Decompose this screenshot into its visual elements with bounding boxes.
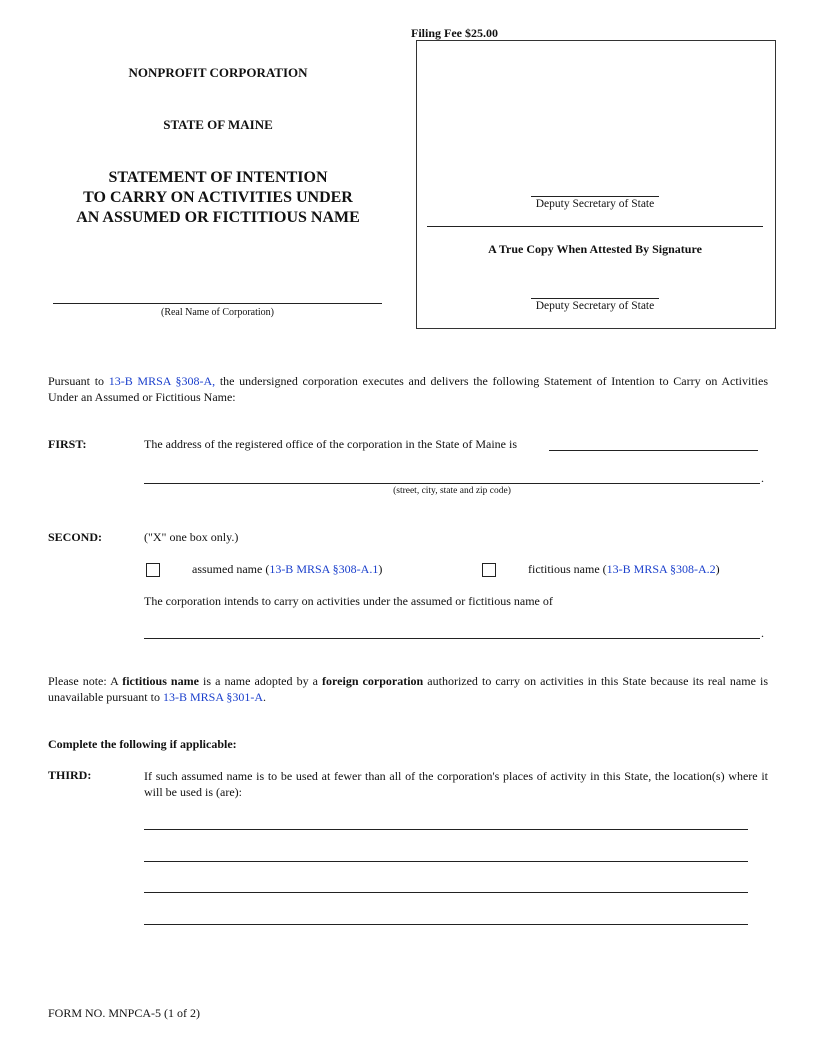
first-period: . xyxy=(761,471,764,485)
fictitious-name-checkbox[interactable] xyxy=(482,563,496,577)
complete-heading: Complete the following if applicable: xyxy=(48,737,237,751)
fictitious-name-option xyxy=(528,562,720,577)
assumed-name-checkbox[interactable] xyxy=(146,563,160,577)
intends-text: The corporation intends to carry on activities under the assumed or fictitious name of xyxy=(144,594,553,608)
assumed-name-statute-link[interactable]: 13-B MRSA §308-A.1 xyxy=(269,562,379,576)
note-text-1: Please note: A xyxy=(48,674,123,688)
third-label: THIRD: xyxy=(48,768,92,782)
deputy-label-1: Deputy Secretary of State xyxy=(535,198,655,210)
second-instruction: ("X" one box only.) xyxy=(144,530,239,544)
registered-office-field-line-2[interactable] xyxy=(144,483,760,484)
note-text-4: . xyxy=(262,690,266,704)
location-field-2[interactable] xyxy=(144,861,748,862)
note-foreign-corporation: foreign corporation xyxy=(322,674,424,688)
assumed-name-option xyxy=(192,562,382,577)
third-text: If such assumed name is to be used at fewer than all of the corporation's places of activity in this State, the location(s) where it will be used is (are): xyxy=(144,769,768,799)
filing-fee: Filing Fee $25.00 xyxy=(411,26,498,40)
state-heading: STATE OF MAINE xyxy=(163,117,273,132)
title-line-2: TO CARRY ON ACTIVITIES UNDER xyxy=(83,189,353,206)
fictitious-name-label: fictitious name ( xyxy=(528,562,607,576)
note-fictitious-name: fictitious name xyxy=(122,674,199,688)
assumed-name-label: assumed name ( xyxy=(192,562,270,576)
please-note-paragraph xyxy=(48,673,768,705)
location-field-3[interactable] xyxy=(144,892,748,893)
official-divider xyxy=(427,226,763,227)
first-text: The address of the registered office of the corporation in the State of Maine is xyxy=(144,437,517,451)
intro-pre: Pursuant to xyxy=(48,374,109,388)
title-line-3: AN ASSUMED OR FICTITIOUS NAME xyxy=(76,209,360,226)
org-type-heading: NONPROFIT CORPORATION xyxy=(128,65,308,80)
form-number: FORM NO. MNPCA-5 (1 of 2) xyxy=(48,1006,201,1020)
address-caption: (street, city, state and zip code) xyxy=(393,486,511,496)
fictitious-name-statute-link[interactable]: 13-B MRSA §308-A.2 xyxy=(606,562,716,576)
official-use-box xyxy=(416,40,776,329)
second-label: SECOND: xyxy=(48,530,103,544)
fictitious-name-close: ) xyxy=(715,562,720,576)
first-label: FIRST: xyxy=(48,437,87,451)
real-name-caption: (Real Name of Corporation) xyxy=(160,307,275,318)
location-field-4[interactable] xyxy=(144,924,748,925)
registered-office-field[interactable] xyxy=(549,450,758,451)
assumed-fictitious-name-field[interactable] xyxy=(144,638,760,639)
true-copy-label: A True Copy When Attested By Signature xyxy=(488,242,702,256)
real-name-field[interactable] xyxy=(53,303,382,304)
intro-statute-link[interactable]: 13-B MRSA §308-A, xyxy=(108,374,216,388)
deputy-label-2: Deputy Secretary of State xyxy=(535,300,655,312)
note-statute-link[interactable]: 13-B MRSA §301-A xyxy=(162,690,263,704)
form-title xyxy=(40,168,396,228)
location-field-1[interactable] xyxy=(144,829,748,830)
deputy-signature-line-2[interactable] xyxy=(531,298,659,299)
deputy-signature-line-1[interactable] xyxy=(531,196,659,197)
second-period: . xyxy=(761,626,764,640)
note-text-3: authorized to carry on activities in this State because its real name is unavailable pursuant to xyxy=(48,674,768,704)
intro-paragraph xyxy=(48,373,768,405)
assumed-name-close: ) xyxy=(378,562,383,576)
note-text-2: is a name adopted by a xyxy=(198,674,323,688)
title-line-1: STATEMENT OF INTENTION xyxy=(108,169,328,186)
intro-post: the undersigned corporation executes and delivers the following Statement of Intention to Carry on Activities Under an Assumed or Fictitious Name: xyxy=(48,374,769,404)
